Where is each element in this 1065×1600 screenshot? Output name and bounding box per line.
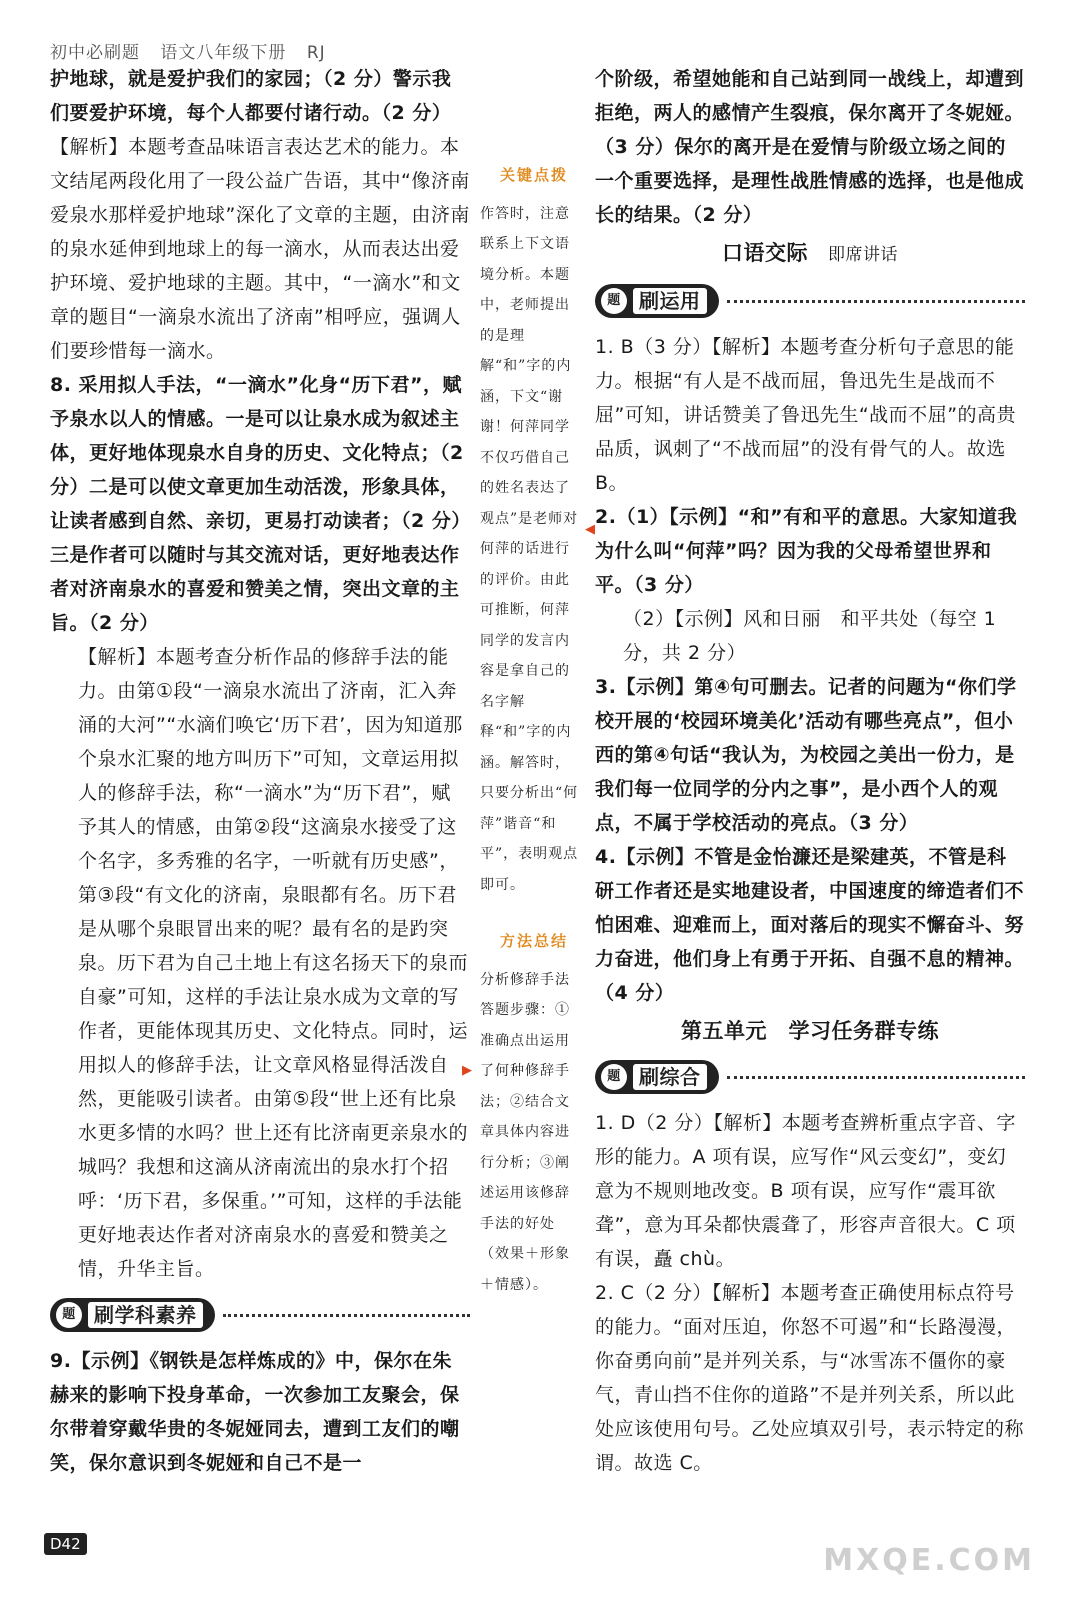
- section-label: 刷运用: [633, 288, 707, 314]
- note-title-key-points: 关键点拨: [500, 166, 569, 184]
- unit-title-five: 第五单元 学习任务群专练: [681, 1019, 939, 1043]
- answer-9-continued: 个阶级，希望她能和自己站到同一战线上，却遭到拒绝，两人的感情产生裂痕，保尔离开了冬妮娅。（3 分）保尔的离开是在爱情与阶级立场之间的一个重要选择，是理性战胜情感的选择，也是他成长的结果。（2 分）: [595, 68, 1025, 226]
- note-title-method: 方法总结: [500, 932, 569, 950]
- edition-label: RJ: [306, 43, 326, 63]
- section-label: 刷学科素养: [88, 1302, 203, 1328]
- oral-answer-2a: 2.（1）【示例】“和”有和平的意思。大家知道我为什么叫“何萍”吗？因为我的父母希望世界和平。（3 分）: [595, 506, 1018, 596]
- book-icon: 题: [601, 1064, 627, 1090]
- section-label: 刷综合: [633, 1064, 707, 1090]
- dotted-divider: [223, 1314, 471, 1317]
- watermark: MXQE.COM: [823, 1543, 1035, 1578]
- oral-answer-1: 1. B（3 分）【解析】本题考查分析句子意思的能力。根据“有人是不战而屈，鲁迅先生是战而不屈”可知，讲话赞美了鲁迅先生“战而不屈”的高贵品质，讽刺了“不战而屈”的没有骨气的人。故选 B。: [595, 336, 1017, 494]
- answer-paragraph: 护地球，就是爱护我们的家园；（2 分）警示我们要爱护环境，每个人都要付诸行动。（2 分）: [50, 68, 452, 124]
- running-header: [50, 38, 340, 63]
- section-header-literacy: [50, 1292, 470, 1338]
- page-number: D42: [44, 1533, 87, 1555]
- oral-answer-2b: （2）【示例】风和日丽 和平共处（每空 1 分，共 2 分）: [623, 608, 997, 664]
- note-key-points: 作答时，注意联系上下文语境分析。本题中，老师提出的是理解“和”字的内涵，下文“谢谢！何萍同学不仅巧借自己的姓名表达了观点”是老师对何萍的话进行的评价。由此可推断，何萍同学的发言内容是拿自己的名字解释“和”字的内涵。解答时，只要分析出“何萍”谐音“和平”，表明观点即可。: [480, 205, 579, 893]
- right-column: [595, 62, 1025, 1480]
- analysis-8: 【解析】本题考查分析作品的修辞手法的能力。由第①段“一滴泉水流出了济南，汇入奔涌的大河”“水滴们唤它‘历下君’，因为知道那个泉水汇聚的地方叫历下”可知，文章运用拟人的修辞手法，称“一滴水”为“历下君”，赋予其人的情感，由第②段“这滴泉水接受了这个名字，多秀雅的名字，一听就有历史感”，第③段“有文化的济南，泉眼都有名。历下君是从哪个泉眼冒出来的呢？最有名的是趵突泉。历下君为自己土地上有这名扬天下的泉而自豪”可知，这样的手法让泉水成为文章的写作者，更能体现其历史、文化特点。同时，运用拟人的修辞手法，让文章风格显得活泼自然，更能吸引读者。由第⑤段“世上还有比泉水更多情的水吗？世上还有比济南更亲泉水的城吗？我想和这滴从济南流出的泉水打个招呼：‘历下君，多保重。’”可知，这样的手法能更好地表达作者对济南泉水的喜爱和赞美之情，升华主旨。: [78, 646, 469, 1280]
- unit-title-oral: 口语交际 即席讲话: [722, 241, 898, 265]
- book-icon: 题: [601, 288, 627, 314]
- pointer-arrow-icon: ▶: [462, 1063, 472, 1078]
- margin-notes: [480, 160, 580, 1300]
- comprehensive-answer-2: 2. C（2 分）【解析】本题考查正确使用标点符号的能力。“面对压迫，你怒不可遏”和“长路漫漫，你奋勇向前”是并列关系，与“冰雪冻不僵你的豪气，青山挡不住你的道路”不是并列关系，所以此处应该使用句号。乙处应填双引号，表示特定的称谓。故选 C。: [595, 1282, 1025, 1474]
- book-title: 初中必刷题: [50, 43, 140, 63]
- answer-8: 8. 采用拟人手法，“一滴水”化身“历下君”，赋予泉水以人的情感。一是可以让泉水成为叙述主体，更好地体现泉水自身的历史、文化特点；（2 分）二是可以使文章更加生动活泼，形象具体，让读者感到自然、亲切，更易打动读者；（2 分）三是作者可以随时与其交流对话，更好地表达作者对济南泉水的喜爱和赞美之情，突出文章的主旨。（2 分）: [50, 374, 464, 634]
- book-icon: 题: [56, 1302, 82, 1328]
- section-header-comprehensive: [595, 1054, 1025, 1100]
- analysis-paragraph: 【解析】本题考查品味语言表达艺术的能力。本文结尾两段化用了一段公益广告语，其中“像济南爱泉水那样爱护地球”深化了文章的主题，由济南的泉水延伸到地球上的每一滴水，从而表达出爱护环境、爱护地球的主题。其中，“一滴水”和文章的题目“一滴泉水流出了济南”相呼应，强调人们要珍惜每一滴水。: [50, 136, 470, 362]
- dotted-divider: [727, 1076, 1026, 1079]
- dotted-divider: [727, 300, 1026, 303]
- note-method: 分析修辞手法答题步骤：①准确点出运用了何种修辞手法；②结合文章具体内容进行分析；③阐述运用该修辞手法的好处（效果＋形象＋情感）。: [480, 971, 570, 1293]
- pointer-arrow-icon: ◀: [585, 522, 595, 537]
- subject-title: 语文八年级下册: [160, 43, 287, 63]
- oral-answer-4: 4.【示例】不管是金怡濂还是梁建英，不管是科研工作者还是实地建设者，中国速度的缔造者们不怕困难、迎难而上，面对落后的现实不懈奋斗、努力奋进，他们身上有勇于开拓、自强不息的精神。（4 分）: [595, 846, 1025, 1004]
- left-column: [50, 62, 470, 1480]
- section-header-application: [595, 278, 1025, 324]
- oral-answer-3: 3.【示例】第④句可删去。记者的问题为“你们学校开展的‘校园环境美化’活动有哪些亮点”，但小西的第④句话“我认为，为校园之美出一份力，是我们每一位同学的分内之事”，是小西个人的观点，不属于学校活动的亮点。（3 分）: [595, 676, 1017, 834]
- comprehensive-answer-1: 1. D（2 分）【解析】本题考查辨析重点字音、字形的能力。A 项有误，应写作“风云变幻”，变幻意为不规则地改变。B 项有误，应写作“震耳欲聋”，意为耳朵都快震聋了，形容声音很大。C 项有误，矗 chù。: [595, 1112, 1016, 1270]
- answer-9: 9.【示例】《钢铁是怎样炼成的》中，保尔在朱赫来的影响下投身革命，一次参加工友聚会，保尔带着穿戴华贵的冬妮娅同去，遭到工友们的嘲笑，保尔意识到冬妮娅和自己不是一: [50, 1350, 460, 1474]
